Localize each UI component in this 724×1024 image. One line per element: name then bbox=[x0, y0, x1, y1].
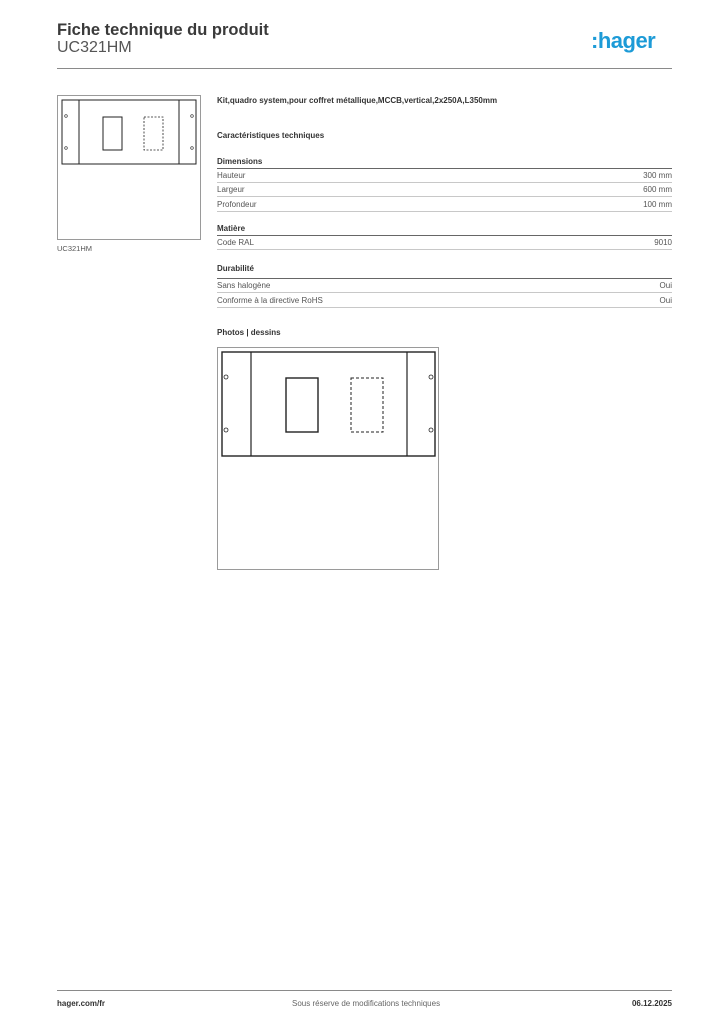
characteristics-title: Caractéristiques techniques bbox=[217, 131, 325, 140]
row-label-halogen: Sans halogène bbox=[217, 281, 271, 290]
row-value-depth: 100 mm bbox=[643, 200, 672, 209]
panel-drawing-large bbox=[218, 348, 438, 569]
row-label-depth: Profondeur bbox=[217, 200, 257, 209]
product-drawing bbox=[217, 347, 439, 570]
product-description: Kit,quadro system,pour coffret métallique,MCCB,vertical,2x250A,L350mm bbox=[217, 96, 498, 105]
row-value-height: 300 mm bbox=[643, 171, 672, 180]
material-divider bbox=[217, 235, 672, 236]
row-value-width: 600 mm bbox=[643, 185, 672, 194]
durability-divider bbox=[217, 278, 672, 279]
dimensions-title: Dimensions bbox=[217, 157, 263, 166]
row-label-width: Largeur bbox=[217, 185, 245, 194]
logo-dots-icon: : bbox=[591, 28, 598, 53]
thumbnail-caption: UC321HM bbox=[57, 244, 93, 253]
footer-notice: Sous réserve de modifications techniques bbox=[292, 999, 441, 1008]
document-title: Fiche technique du produit bbox=[57, 21, 269, 39]
row-divider bbox=[217, 196, 672, 197]
row-divider bbox=[217, 249, 672, 250]
row-label-rohs: Conforme à la directive RoHS bbox=[217, 296, 323, 305]
row-label-ral: Code RAL bbox=[217, 238, 254, 247]
row-value-halogen: Oui bbox=[659, 281, 672, 290]
panel-drawing-small bbox=[58, 96, 200, 239]
footer-divider bbox=[57, 990, 672, 991]
footer-date: 06.12.2025 bbox=[631, 999, 672, 1008]
row-divider bbox=[217, 211, 672, 212]
row-label-height: Hauteur bbox=[217, 171, 246, 180]
photos-title: Photos | dessins bbox=[217, 328, 281, 337]
row-divider bbox=[217, 182, 672, 183]
product-code: UC321HM bbox=[57, 39, 132, 56]
product-thumbnail bbox=[57, 95, 201, 240]
row-value-rohs: Oui bbox=[659, 296, 672, 305]
logo-text: hager bbox=[597, 28, 656, 53]
row-divider bbox=[217, 292, 672, 293]
header-divider bbox=[57, 68, 672, 69]
footer-website: hager.com/fr bbox=[57, 999, 106, 1008]
durability-title: Durabilité bbox=[217, 264, 254, 273]
row-divider bbox=[217, 307, 672, 308]
material-title: Matière bbox=[217, 224, 246, 233]
dimensions-divider bbox=[217, 168, 672, 169]
hager-logo bbox=[591, 28, 655, 54]
row-value-ral: 9010 bbox=[654, 238, 672, 247]
